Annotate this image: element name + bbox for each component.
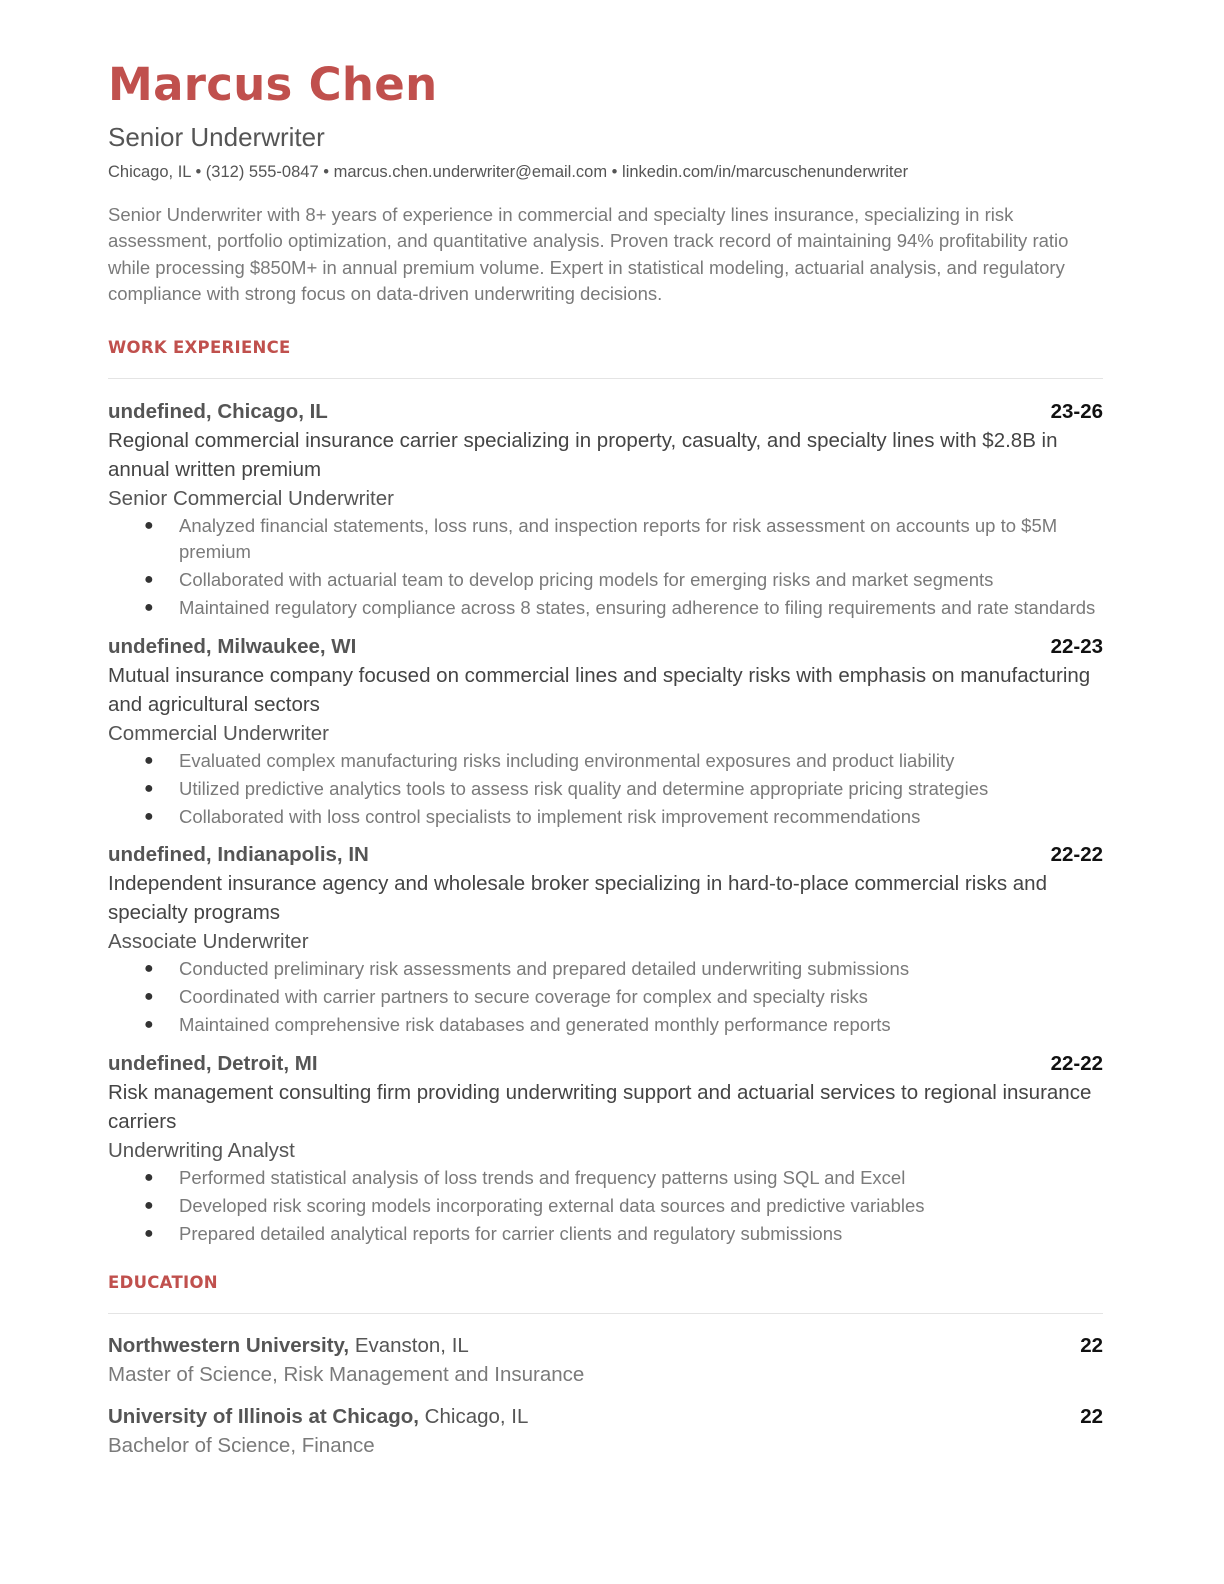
section-divider [108,1313,1103,1314]
candidate-name: Marcus Chen [108,58,438,111]
graduation-year: 22 [1080,1334,1103,1358]
professional-summary: Senior Underwriter with 8+ years of experience in commercial and specialty lines insurance, specializing in risk assessment, portfolio optimization, and quantitative analysis. Proven track record of maintaining 94% profitability ratio while processing $850M+ in annual premium volume. Expert in statistical modeling, actuarial analysis, and regulatory compliance with strong focus on data-driven underwriting decisions. [108,203,1069,305]
job-bullets [108,956,1103,1039]
graduation-year: 22 [1080,1405,1103,1429]
job-role: Underwriting Analyst [108,1138,295,1162]
school-location: Chicago, IL [418,1405,529,1429]
bullet-icon: ● [144,599,154,617]
job-role: Commercial Underwriter [108,721,329,745]
education-entry [108,1402,1103,1460]
bullet-icon: ● [144,571,154,589]
job-organization: undefined, Milwaukee, WI [108,634,357,658]
job-entry [108,397,1103,622]
job-description: Regional commercial insurance carrier specializing in property, casualty, and specialty lines with $2.8B in annual written premium [108,428,1058,481]
candidate-title: Senior Underwriter [108,122,325,152]
work-experience-heading: WORK EXPERIENCE [108,337,291,357]
list-item: ● Maintained comprehensive risk databases and generated monthly performance reports [179,1012,1103,1039]
job-dates: 23-26 [1050,399,1103,423]
bullet-icon: ● [144,988,154,1006]
list-item: ● Developed risk scoring models incorporating external data sources and predictive variables [179,1193,1103,1220]
education-heading: EDUCATION [108,1273,218,1293]
contact-line: Chicago, IL • (312) 555-0847 • marcus.chen.underwriter@email.com • linkedin.com/in/marcuschenunderwriter [108,163,909,182]
job-dates: 22-23 [1050,634,1103,658]
bullet-icon: ● [144,960,154,978]
job-organization: undefined, Chicago, IL [108,399,328,423]
job-entry [108,840,1103,1039]
job-entry [108,632,1103,831]
list-item: ● Maintained regulatory compliance across 8 states, ensuring adherence to filing requirements and rate standards [179,595,1103,622]
job-description: Mutual insurance company focused on commercial lines and specialty risks with emphasis on manufacturing and agricultural sectors [108,663,1091,716]
job-bullets [108,748,1103,831]
bullet-icon: ● [144,751,154,769]
job-organization: undefined, Detroit, MI [108,1051,318,1075]
education-entry [108,1331,1103,1389]
job-bullets [108,513,1103,622]
list-item: ● Coordinated with carrier partners to secure coverage for complex and specialty risks [179,984,1103,1011]
job-organization: undefined, Indianapolis, IN [108,843,369,867]
bullet-icon: ● [144,1196,154,1214]
job-entry [108,1049,1103,1248]
bullet-icon: ● [144,1168,154,1186]
list-item: ● Conducted preliminary risk assessments and prepared detailed underwriting submissions [179,956,1103,983]
school-location: Evanston, IL [349,1334,469,1358]
list-item: ● Collaborated with loss control specialists to implement risk improvement recommendations [179,804,1103,831]
list-item: ● Analyzed financial statements, loss runs, and inspection reports for risk assessment on accounts up to $5M premium [144,514,1058,563]
job-dates: 22-22 [1050,1051,1103,1075]
list-item: ● Evaluated complex manufacturing risks including environmental exposures and product liability [179,748,1103,775]
work-experience-section [108,338,1103,1247]
degree: Bachelor of Science, Finance [108,1434,375,1458]
list-item: ● Collaborated with actuarial team to develop pricing models for emerging risks and market segments [179,567,1103,594]
list-item: ● Performed statistical analysis of loss trends and frequency patterns using SQL and Excel [179,1165,1103,1192]
bullet-icon: ● [144,1224,154,1242]
job-description: Risk management consulting firm providing underwriting support and actuarial services to regional insurance carriers [108,1080,1092,1133]
bullet-icon: ● [144,807,154,825]
list-item: ● Prepared detailed analytical reports for carrier clients and regulatory submissions [179,1221,1103,1248]
job-role: Senior Commercial Underwriter [108,486,394,510]
school-name: University of Illinois at Chicago, [108,1405,419,1429]
list-item: ● Utilized predictive analytics tools to assess risk quality and determine appropriate pricing strategies [179,776,1103,803]
bullet-icon: ● [144,1016,154,1034]
job-role: Associate Underwriter [108,930,309,954]
job-bullets [108,1165,1103,1248]
education-section [108,1273,1103,1460]
degree: Master of Science, Risk Management and Insurance [108,1363,585,1387]
job-dates: 22-22 [1050,843,1103,867]
bullet-icon: ● [144,516,154,534]
school-name: Northwestern University, [108,1334,350,1358]
bullet-icon: ● [144,779,154,797]
job-description: Independent insurance agency and wholesale broker specializing in hard-to-place commercial risks and specialty programs [108,872,1047,925]
section-divider [108,378,1103,379]
